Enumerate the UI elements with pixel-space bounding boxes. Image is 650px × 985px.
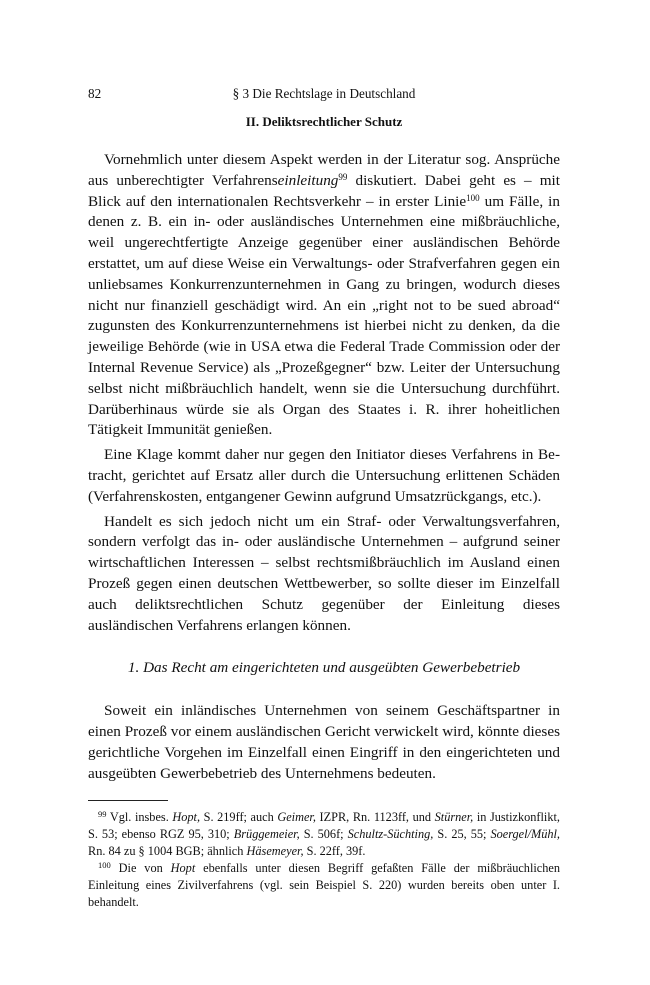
paragraph-1-text-b: diskutiert. Dabei geht es – mit Blick auf den internationalen Rechtsverkehr – in erster Linie (88, 171, 560, 210)
paragraph-1-text-a: Vornehmlich unter diesem Aspekt werden in der Literatur sog. Ansprüche aus unberechtigter Verfahrens (88, 151, 560, 189)
footnote-text: Rn. 84 zu § 1004 BGB; ähnlich (88, 844, 247, 858)
section-heading: II. Deliktsrechtlicher Schutz (245, 114, 403, 129)
footnotes (88, 800, 560, 911)
body-text (88, 150, 560, 784)
footnote-author: Brüggemeier, (233, 827, 300, 841)
footnote-text: ebenfalls unter diesen Begriff gefaßten Fälle der mißbräuchlichen Einleitung eines Zivilverfahrens (vgl. sein Beispiel S. 220) wurden bereits oben unter I. behandelt. (88, 861, 560, 909)
running-head (88, 84, 560, 104)
footnote-ref-99[interactable]: 99 (338, 171, 348, 182)
footnote-author: Hopt, (172, 810, 201, 824)
paragraph-1-italic: einleitung (277, 171, 339, 189)
paragraph-3: Handelt es sich jedoch nicht um ein Straf- oder Verwaltungsverfahren, sondern verfolgt das in- oder ausländische Unternehmen – aufgrund seiner wirtschaftlichen Interessen – selbst rechtsmißbräuchlich im Ausland einen Prozeß gegen einen deutschen Wettbewerber, so sollte dieser im Einzelfall auch deliktsrechtlichen Schutz gegenüber der Einleitung dieses ausländischen Verfahrens erlangen können. (88, 512, 560, 634)
footnote-rule (88, 800, 168, 801)
footnote-99 (88, 809, 560, 860)
footnote-author: Schultz-Süchting, (347, 827, 434, 841)
footnote-mark: 100 (98, 860, 111, 870)
footnote-ref-100[interactable]: 100 (466, 192, 480, 203)
paragraph-4: Soweit ein inländisches Unternehmen von seinem Geschäftspartner in einen Prozeß vor einem ausländischen Gericht verwickelt wird, könnte dieses gerichtliche Vorgehen im Einzelfall einen Eingriff in den eingerichteten und ausgeübten Gewerbebetrieb des Unternehmens bedeuten. (88, 702, 560, 782)
footnote-author: Hopt (170, 861, 196, 875)
page-number: 82 (88, 86, 102, 101)
footnote-text: S. 219ff; auch (200, 810, 278, 824)
chapter-title: § 3 Die Rechtslage in Deutschland (232, 86, 416, 101)
footnote-text: S. 506f; (299, 827, 348, 841)
page-content (88, 84, 560, 788)
footnote-text: Die von (110, 861, 171, 875)
footnote-author: Soergel/Mühl, (490, 827, 561, 841)
paragraph-1 (88, 150, 560, 441)
footnote-author: Häsemeyer, (246, 844, 304, 858)
footnote-text: IZPR, Rn. 1123ff, und (315, 810, 435, 824)
paragraph-2: Eine Klage kommt daher nur gegen den Initiator dieses Verfahrens in Betracht, gerichtet auf Ersatz aller durch die Untersuchung erlittenen Schäden (Verfahrenskosten, entgangener Gewinn aufgrund Umsatzrückgangs, etc.). (88, 446, 560, 505)
footnote-text: in Justizkonflikt, S. 53; ebenso RGZ 95, 310; (88, 810, 560, 841)
footnote-author: Geimer, (277, 810, 316, 824)
paragraph-1-text-c: um Fälle, in denen z. B. ein in- oder ausländisches Unternehmen eine mißbräuchliche, weil ungerechtfertigte Anzeige gegenüber einer ausländischen Behörde erstattet, um auf diese Weise ein Verwaltungs- oder Strafverfahren gegen ein unliebsames Konkurrenzunternehmen in Gang zu bringen, wodurch dieses nicht nur finanziell geschädigt wird. An ein „right not to be sued abroad“ zugunsten des Konkurrenzunternehmens ist hierbei nicht zu denken, da die jeweilige Behörde (wie in USA etwa die Federal Trade Commission oder der Internal Revenue Service) als „Prozeßgegner“ bzw. Leiter der Untersuchung selbst nicht mißbräuchlich handelt, wenn sie die Untersuchung durchführt. Darüberhinaus würde sie als Organ des Staates i. R. ihrer hoheitlichen Tätigkeit Immunität genießen. (88, 192, 560, 439)
footnote-text: S. 25, 55; (433, 827, 491, 841)
footnote-author: Stürner, (434, 810, 474, 824)
footnote-mark: 99 (98, 809, 107, 819)
footnote-text: S. 22ff, 39f. (303, 844, 366, 858)
footnote-text: Vgl. insbes. (106, 810, 173, 824)
footnote-100 (88, 860, 560, 911)
subheading: 1. Das Recht am eingerichteten und ausgeübten Gewerbebetrieb (127, 659, 521, 677)
